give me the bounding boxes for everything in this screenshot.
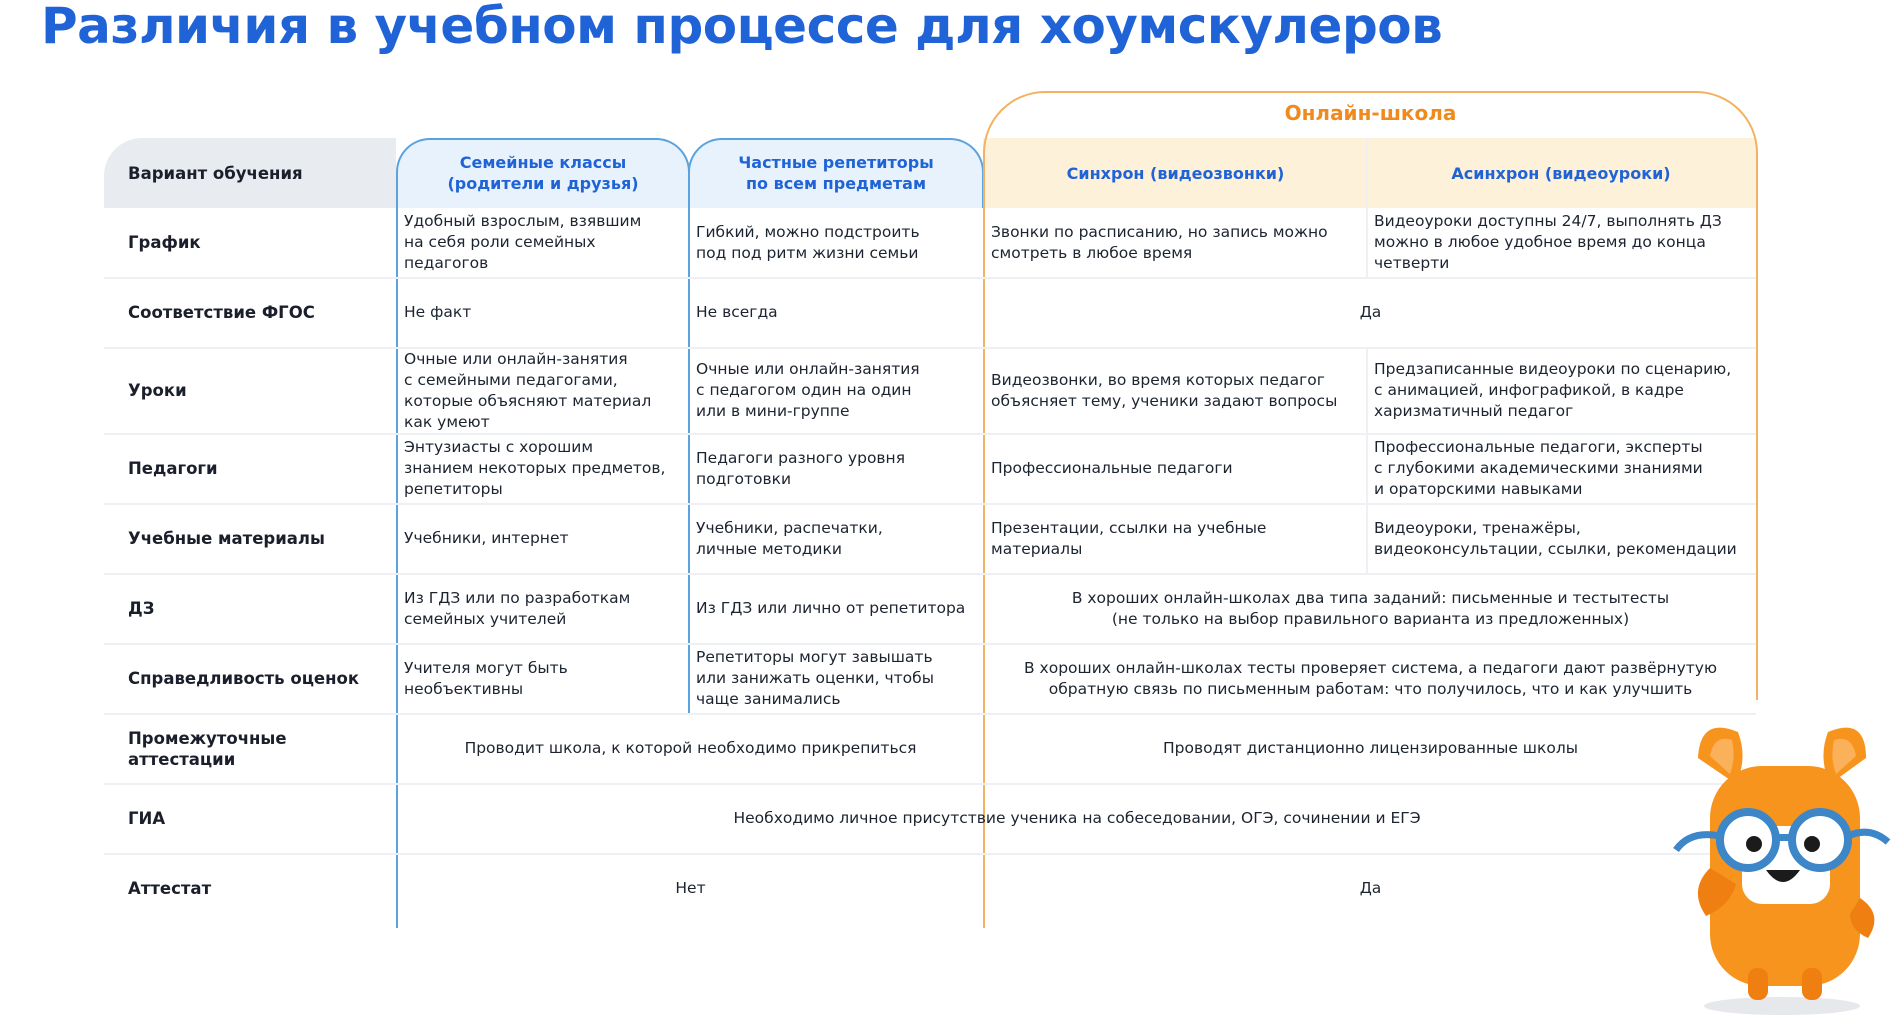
lessons-tutors: Очные или онлайн-занятия с педагогом один на один или в мини-группе [696, 360, 920, 420]
schedule-tutors: Гибкий, можно подстроить под под ритм жизни семьи [696, 222, 920, 262]
header-private-tutors: Частные репетиторы по всем предметам [738, 153, 934, 193]
header-option-label: Вариант обучения [128, 163, 303, 183]
lessons-sync: Видеозвонки, во время которых педагог объясняет тему, ученики задают вопросы [991, 370, 1338, 410]
row-label-materials: Учебные материалы [128, 529, 325, 548]
fgos-family: Не факт [404, 303, 472, 321]
materials-family: Учебники, интернет [404, 529, 569, 547]
row-label-teachers: Педагоги [128, 459, 218, 478]
homework-online: В хороших онлайн-школах два типа заданий: письменные и тестытесты (не только на выбор правильного варианта из предложенных) [1071, 588, 1670, 628]
teachers-tutors: Педагоги разного уровня подготовки [696, 448, 906, 488]
fairness-online: В хороших онлайн-школах тесты проверяет система, а педагоги дают развёрнутую обратную связь по письменным работам: что получилось, что и как улучшить [1024, 658, 1717, 698]
materials-sync: Презентации, ссылки на учебные материалы [991, 518, 1267, 558]
online-right-line [1756, 200, 1758, 700]
teachers-sync: Профессиональные педагоги [991, 459, 1233, 477]
row-label-fairness: Справедливость оценок [128, 669, 360, 688]
header-sync: Синхрон (видеозвонки) [1066, 163, 1285, 183]
header-async: Асинхрон (видеоуроки) [1451, 163, 1671, 183]
attestations-offline: Проводит школа, к которой необходимо прикрепиться [464, 739, 917, 757]
row-label-fgos: Соответствие ФГОС [128, 303, 315, 322]
gia-all: Необходимо личное присутствие ученика на собеседовании, ОГЭ, сочинении и ЕГЭ [733, 809, 1421, 827]
header-family-classes: Семейные классы (родители и друзья) [447, 153, 639, 193]
homework-family: Из ГДЗ или по разработкам семейных учителей [404, 588, 631, 628]
row-label-homework: ДЗ [128, 599, 155, 618]
row-label-schedule: График [128, 233, 201, 252]
attestations-online: Проводят дистанционно лицензированные школы [1163, 739, 1578, 757]
materials-async: Видеоуроки, тренажёры, видеоконсультации, ссылки, рекомендации [1374, 518, 1737, 558]
row-label-attestations: Промежуточные аттестации [128, 728, 287, 769]
homework-tutors: Из ГДЗ или лично от репетитора [696, 599, 966, 617]
lessons-async: Предзаписанные видеоуроки по сценарию, с анимацией, инфографикой, в кадре харизматичный педагог [1374, 360, 1732, 420]
row-label-lessons: Уроки [128, 381, 187, 400]
certificate-online: Да [1359, 879, 1382, 897]
lessons-family: Очные или онлайн-занятия с семейными педагогами, которые объясняют материал как умеют [404, 349, 652, 431]
page-title: Различия в учебном процессе для хоумскулеров [41, 0, 1443, 55]
row-label-certificate: Аттестат [128, 879, 212, 898]
certificate-offline: Нет [675, 879, 706, 897]
row-label-gia: ГИА [128, 809, 166, 828]
materials-tutors: Учебники, распечатки, личные методики [696, 518, 883, 558]
fgos-tutors: Не всегда [696, 303, 778, 321]
backpack-mascot-icon [1670, 718, 1895, 1018]
teachers-async: Профессиональные педагоги, эксперты с глубокими академическими знаниями и ораторскими навыками [1374, 438, 1703, 498]
schedule-async: Видеоуроки доступны 24/7, выполнять ДЗ можно в любое удобное время до конца четверти [1374, 212, 1722, 272]
teachers-family: Энтузиасты с хорошим знанием некоторых предметов, репетиторы [404, 438, 666, 498]
fairness-family: Учителя могут быть необъективны [404, 658, 568, 698]
sync-async-separator-2 [1366, 348, 1368, 574]
fgos-online: Да [1359, 303, 1382, 321]
schedule-family: Удобный взрослым, взявшим на себя роли семейных педагогов [404, 212, 642, 272]
fairness-tutors: Репетиторы могут завышать или занижать оценки, чтобы чаще занимались [696, 648, 934, 708]
online-school-title: Онлайн-школа [1284, 101, 1457, 125]
schedule-sync: Звонки по расписанию, но запись можно смотреть в любое время [991, 222, 1328, 262]
